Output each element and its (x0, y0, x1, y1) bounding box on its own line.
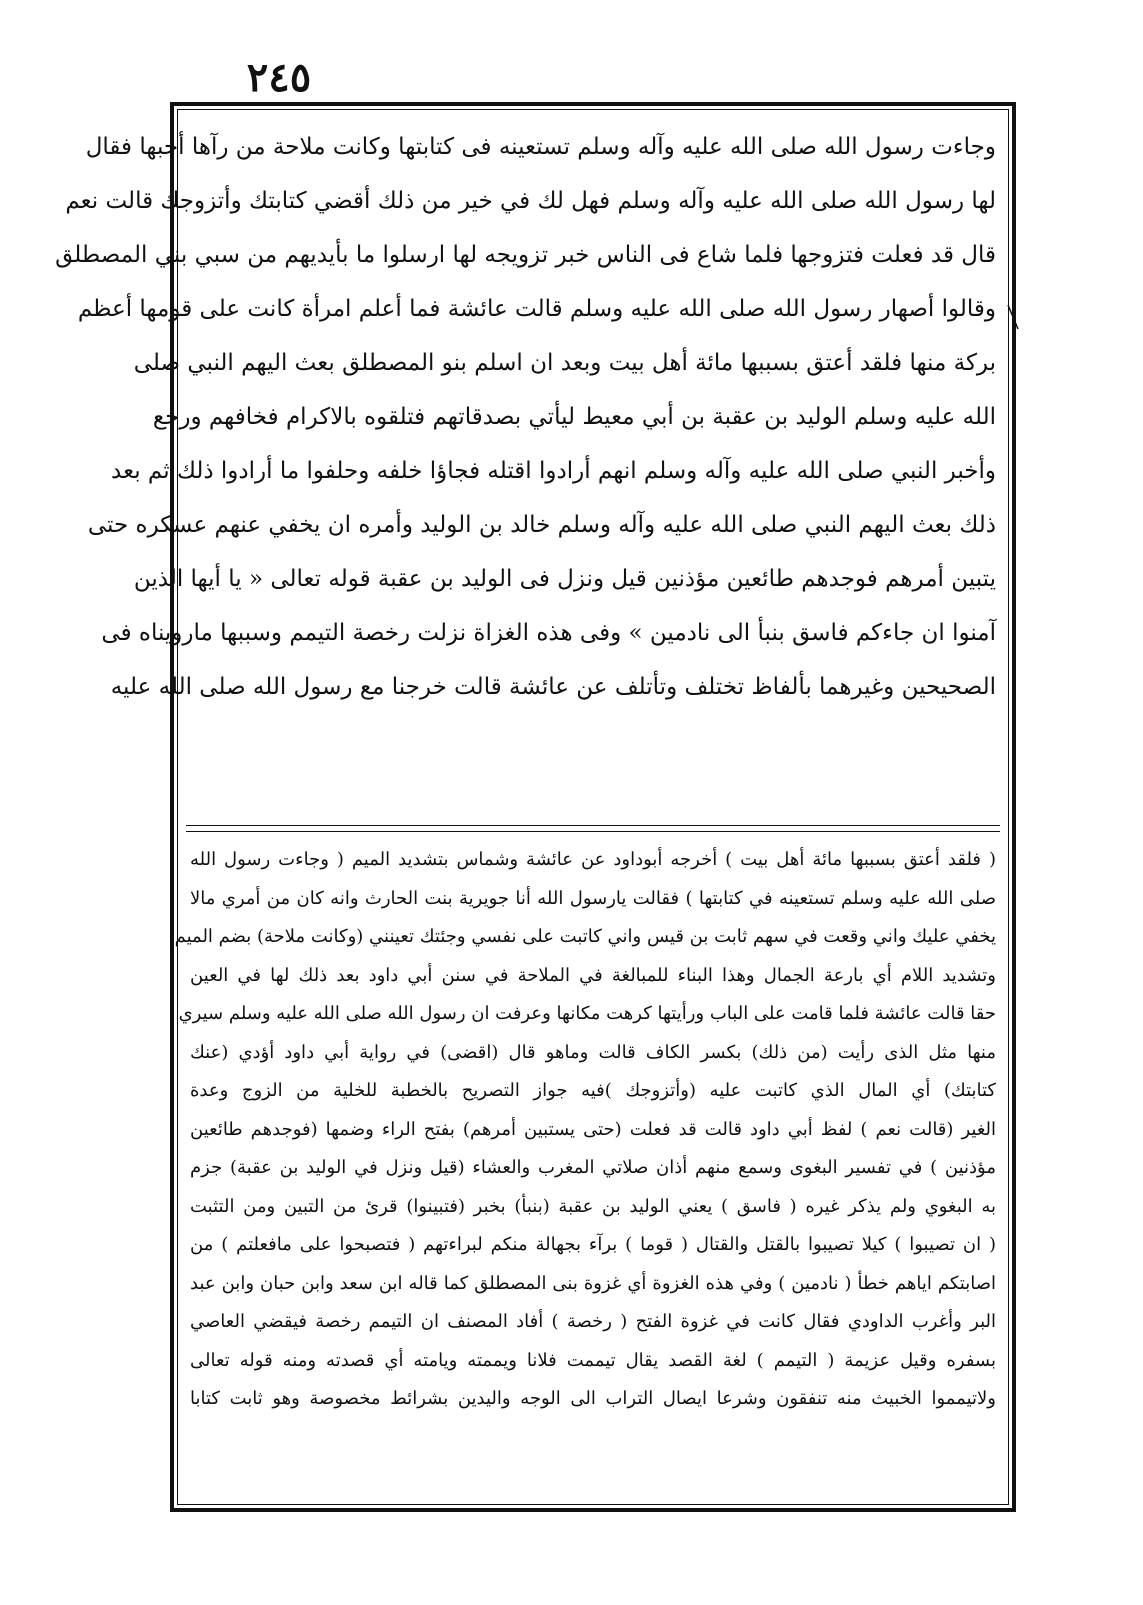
main-text-line: لها رسول الله صلى الله عليه وآله وسلم فهل لك في خير من ذلك أقضي كتابتك وأتزوجك قالت نعم (65, 188, 996, 214)
footnote-line: الغير (قالت نعم ) لفظ أبي داود قالت قد فعلت (حتى يستبين أمرهم) بفتح الراء وضمها (فوجدهم طائعين (190, 1118, 996, 1140)
footnote-line: كتابتك) أي المال الذي كاتبت عليه (وأتزوجك )فيه جواز التصريح بالخطبة للخلية من الزوج وعدة (190, 1080, 996, 1101)
footnote-separator-bottom (186, 831, 1000, 832)
footnote-line: ( فلقد أعتق بسببها مائة أهل بيت ) أخرجه أبوداود عن عائشة وشماس بتشديد الميم ( وجاءت رسول الله (190, 849, 996, 870)
footnote-line: ولاتيمموا الخبيث منه تنفقون وشرعا ايصال التراب الى الوجه واليدين بشرائط مخصوصة وهو ثابت كتابا (190, 1388, 996, 1409)
main-text-line: وجاءت رسول الله صلى الله عليه وآله وسلم تستعينه فى كتابتها وكانت ملاحة من رآها أحبها فقال (85, 134, 996, 160)
footnote-separator-top (186, 825, 1000, 826)
main-text-line: الله عليه وسلم الوليد بن عقبة بن أبي معيط ليأتي بصدقاتهم فتلقوه بالاكرام فخافهم ورجع (152, 404, 996, 430)
footnote-line: بسفره وقيل عزيمة ( التيمم ) لغة القصد يقال تيممت فلانا ويممته ويامته أي قصدته ومنه قوله تعالى (190, 1349, 996, 1371)
main-text-line: وأخبر النبي صلى الله عليه وآله وسلم انهم أرادوا اقتله فجاؤا خلفه وحلفوا ما أرادوا ذلك ثم بعد (111, 458, 996, 484)
footnote-line: حقا قالت عائشة فلما قامت على الباب ورأيتها كرهت مكانها وعرفت ان رسول الله صلى الله عليه وسلم سيري (178, 1003, 996, 1024)
main-text-line: آمنوا ان جاءكم فاسق بنبأ الى نادمين » وفى هذه الغزاة نزلت رخصة التيمم وسببها مارويناه فى (101, 620, 996, 646)
footnote-line: صلى الله عليه وسلم تستعينه في كتابتها ) فقالت يارسول الله أنا جويرية بنت الحارث وانه كان من أمري مالا (190, 887, 996, 909)
main-text-body (55, 120, 996, 714)
main-text-line: بركة منها فلقد أعتق بسببها مائة أهل بيت وبعد ان اسلم بنو المصطلق بعث اليهم النبي صلى (133, 350, 996, 376)
main-text-line: ذلك بعث اليهم النبي صلى الله عليه وآله وسلم خالد بن الوليد وأمره ان يخفي عنهم عسكره حتى (87, 512, 996, 538)
main-text-line: وقالوا أصهار رسول الله صلى الله عليه وسلم قالت عائشة فما أعلم امرأة كانت على قومها أعظم (77, 296, 996, 322)
main-text-line: الصحيحين وغيرهما بألفاظ تختلف وتأتلف عن عائشة قالت خرجنا مع رسول الله صلى الله عليه (110, 674, 996, 700)
main-text-line: يتبين أمرهم فوجدهم طائعين مؤذنين قيل ونزل فى الوليد بن عقبة قوله تعالى « يا أيها الذين (133, 566, 996, 592)
footnote-line: البر وأغرب الداودي فقال كانت في غزوة الفتح ( رخصة ) أفاد المصنف ان التيمم رخصة فيقضي العاصي (190, 1311, 996, 1332)
footnote-line: يخفي عليك واني وقعت في سهم ثابت بن قيس واني كاتبت على نفسي وجئتك تعينني (وكانت ملاحة) بضم الميم (174, 926, 996, 947)
footnote-line: منها مثل الذى رأيت (من ذلك) بكسر الكاف قالت وماهو قال (اقضى) في رواية أبي داود أؤدي (عنك (190, 1041, 996, 1063)
footnote-line: به البغوي ولم يذكر غيره ( فاسق ) يعني الوليد بن عقبة (بنبأ) بخبر (فتبينوا) قرئ من التبين ومن التثبت (190, 1195, 996, 1217)
footnote-line: مؤذنين ) في تفسير البغوى وسمع منهم أذان صلاتي المغرب والعشاء (قيل ونزل في الوليد بن عقبة) جزم (190, 1157, 996, 1178)
footnote-line: ( ان تصيبوا ) كيلا تصيبوا بالقتل والقتال ( قوما ) برآء بجهالة منكم لبراءتهم ( فتصبحوا على مافعلتم ) من (190, 1234, 996, 1255)
footnote-line: اصابتكم اياهم خطأ ( نادمين ) وفي هذه الغزوة أي غزوة بنى المصطلق كما قاله ابن سعد وابن حبان وابن عبد (190, 1272, 996, 1294)
footnotes-body (174, 841, 996, 1419)
main-text-line: قال قد فعلت فتزوجها فلما شاع فى الناس خبر تزويجه لها ارسلوا ما بأيديهم من سبي بني المصطلق (55, 242, 996, 268)
margin-mark-icon (1006, 303, 1020, 331)
page-number: ٢٤٥ (246, 54, 312, 101)
footnote-line: وتشديد اللام أي بارعة الجمال وهذا البناء للمبالغة في الملاحة في سنن أبي داود بعد ذلك لها في العين (190, 964, 996, 986)
